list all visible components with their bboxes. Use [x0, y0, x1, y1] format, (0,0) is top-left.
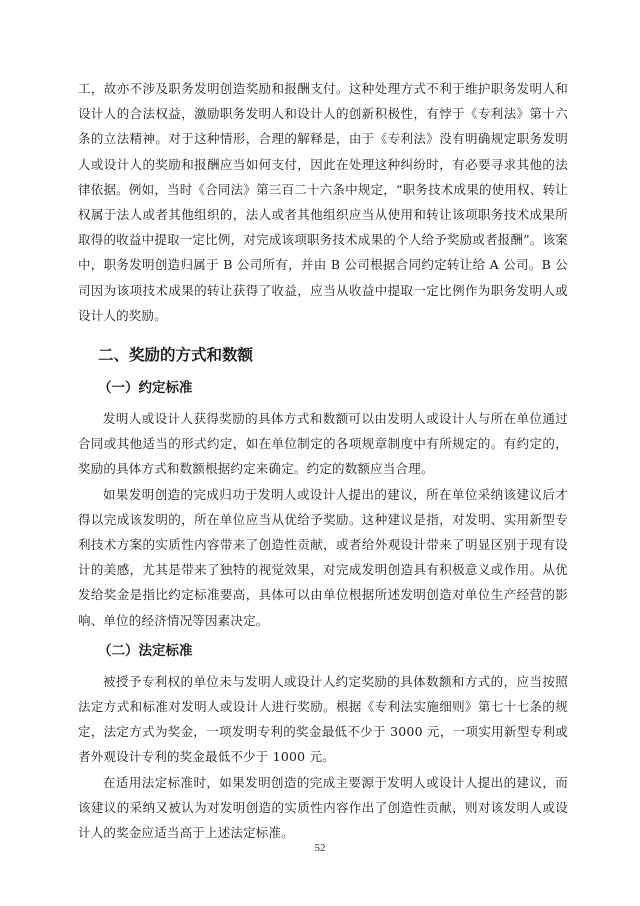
- subsection-heading-agreed-standard: （一）约定标准: [98, 380, 193, 397]
- paragraph-statutory-2: 在适用法定标准时，如果发明创造的完成主要源于发明人或设计人提出的建议，而该建议的采纳又被认为对发明创造的实质性内容作出了创造性贡献，则对该发明人或设计人的奖金应适当高于上述法定标准。: [78, 774, 568, 841]
- paragraph-agreed-2: 如果发明创造的完成归功于发明人或设计人提出的建议，所在单位采纳该建议后才得以完成该发明的，所在单位应当从优给予奖励。这种建议是指，对发明、实用新型专利技术方案的实质性内容带来了创造性贡献，或者给外观设计带来了明显区别于现有设计的美感，尤其是带来了独特的视觉效果，对完成发明创造具有积极意义或作用。从优发给奖金是指比约定标准要高，具体可以由单位根据所述发明创造对单位生产经营的影响、单位的经济情况等因素决定。: [78, 486, 568, 628]
- section-heading: 二、奖励的方式和数额: [98, 346, 254, 365]
- paragraph-statutory-1: 被授予专利权的单位未与发明人或设计人约定奖励的具体数额和方式的，应当按照法定方式和标准对发明人或设计人进行奖励。根据《专利法实施细则》第七十七条的规定，法定方式为奖金，一项发明专利的奖金最低不少于 3000 元，一项实用新型专利或者外观设计专利的奖金最低不少于 1000 元。: [78, 673, 568, 765]
- subsection-heading-statutory-standard: （二）法定标准: [98, 642, 193, 659]
- page-number: 52: [314, 842, 326, 854]
- paragraph-agreed-1: 发明人或设计人获得奖励的具体方式和数额可以由发明人或设计人与所在单位通过合同或其他适当的形式约定，如在单位制定的各项规章制度中有所规定的。有约定的，奖励的具体方式和数额根据约定来确定。约定的数额应当合理。: [78, 411, 568, 477]
- paragraph-continuation: 工，故亦不涉及职务发明创造奖励和报酬支付。这种处理方式不利于维护职务发明人和设计人的合法权益，激励职务发明人和设计人的创新积极性，有悖于《专利法》第十六条的立法精神。对于这种情形，合理的解释是，由于《专利法》没有明确规定职务发明人或设计人的奖励和报酬应当如何支付，因此在处理这种纠纷时，有必要寻求其他的法律依据。例如，当时《合同法》第三百二十六条中规定，“职务技术成果的使用权、转让权属于法人或者其他组织的，法人或者其他组织应当从使用和转让该项职务技术成果所取得的收益中提取一定比例，对完成该项职务技术成果的个人给予奖励或者报酬”。该案中，职务发明创造归属于 B 公司所有，并由 B 公司根据合同约定转让给 A 公司。B 公司因为该项技术成果的转让获得了收益，应当从收益中提取一定比例作为职务发明人或设计人的奖励。: [78, 81, 568, 323]
- page-content: [78, 76, 568, 845]
